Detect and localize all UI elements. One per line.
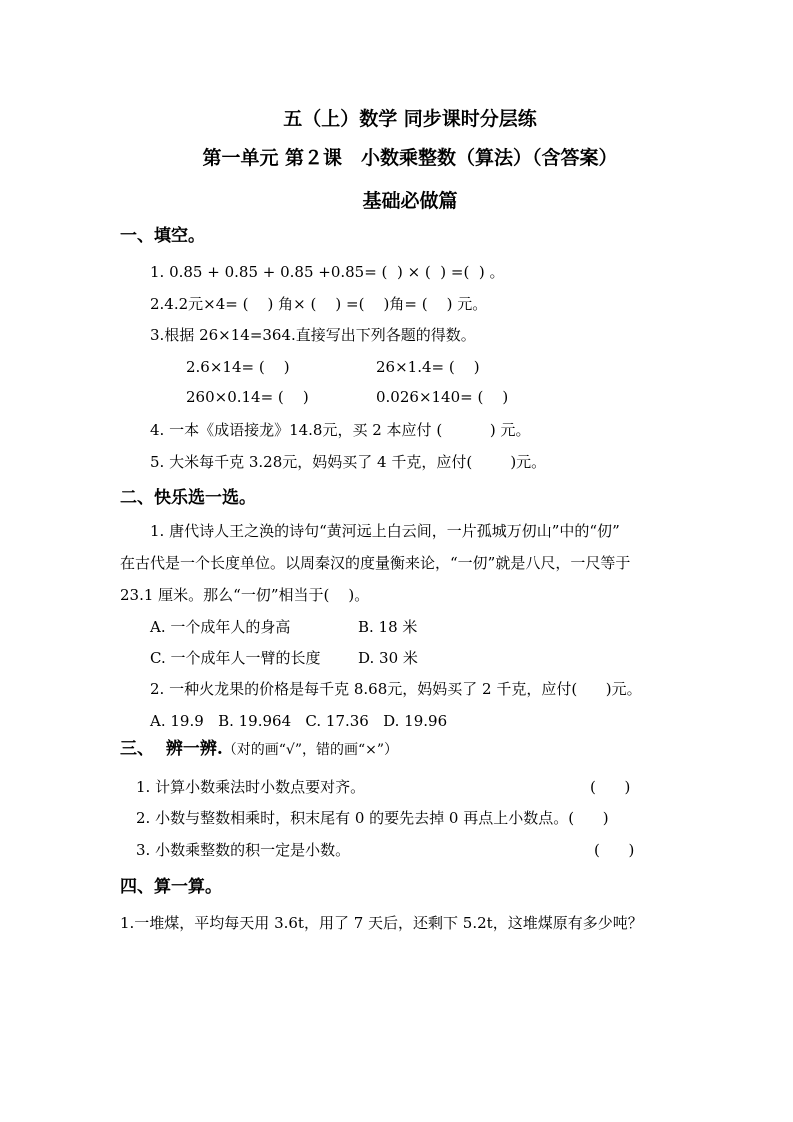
section-3-title: 三、 辨一辨. xyxy=(120,739,223,759)
section-3-instruction: （对的画“√”，错的画“×”） xyxy=(222,742,399,758)
s1-question-4: 4. 一本《成语接龙》14.8元，买 2 本应付 ( ) 元。 xyxy=(150,421,531,439)
s1-question-5: 5. 大米每千克 3.28元，妈妈买了 4 千克，应付( )元。 xyxy=(150,453,547,471)
level-heading: 基础必做篇 xyxy=(362,190,458,212)
s2-question-1-line-2: 在古代是一个长度单位。以周秦汉的度量衡来论，“一仞”就是八尺，一尺等于 xyxy=(120,554,631,572)
s1-question-3: 3.根据 26×14=364.直接写出下列各题的得数。 xyxy=(150,326,476,344)
s1-question-3d: 0.026×140= ( ) xyxy=(376,388,509,406)
s2-q1-option-b: B. 18 米 xyxy=(358,618,418,636)
section-3-heading xyxy=(120,738,398,761)
s2-question-2: 2. 一种火龙果的价格是每千克 8.68元，妈妈买了 2 千克，应付( )元。 xyxy=(150,680,642,698)
s2-question-1-line-1: 1. 唐代诗人王之涣的诗句“黄河远上白云间，一片孤城万仞山”中的“仞” xyxy=(150,522,620,540)
section-4-heading: 四、算一算。 xyxy=(120,877,222,897)
s3-statement-2: 2. 小数与整数相乘时，积末尾有 0 的要先去掉 0 再点上小数点。( ) xyxy=(136,809,609,827)
s1-question-1: 1. 0.85 + 0.85 + 0.85 +0.85= ( ) × ( ) =( ) 。 xyxy=(150,263,505,281)
s3-statement-3: 3. 小数乘整数的积一定是小数。 xyxy=(136,841,351,859)
worksheet-subtitle: 第一单元 第２课 小数乘整数（算法）（含答案） xyxy=(202,147,618,169)
s4-question-1: 1.一堆煤，平均每天用 3.6t，用了 7 天后，还剩下 5.2t，这堆煤原有多少吨？ xyxy=(120,914,643,932)
s2-q1-option-d: D. 30 米 xyxy=(358,649,418,667)
s1-question-3b: 26×1.4= ( ) xyxy=(376,358,480,376)
s1-question-3a: 2.6×14= ( ) xyxy=(186,358,290,376)
s2-q1-option-c: C. 一个成年人一臂的长度 xyxy=(150,649,321,667)
s3-statement-1-answer[interactable]: ( ) xyxy=(590,778,631,796)
s1-question-2: 2.4.2元×4= ( ) 角× ( ) =( )角= ( ) 元。 xyxy=(150,295,488,313)
s1-question-3c: 260×0.14= ( ) xyxy=(186,388,309,406)
s2-q1-option-a: A. 一个成年人的身高 xyxy=(150,618,291,636)
section-1-heading: 一、填空。 xyxy=(120,226,205,246)
worksheet-title: 五（上）数学 同步课时分层练 xyxy=(283,108,537,130)
s2-q2-options: A. 19.9 B. 19.964 C. 17.36 D. 19.96 xyxy=(150,712,448,730)
s3-statement-1: 1. 计算小数乘法时小数点要对齐。 xyxy=(136,778,366,796)
s3-statement-3-answer[interactable]: ( ) xyxy=(594,841,635,859)
s2-question-1-line-3: 23.1 厘米。那么“一仞”相当于( )。 xyxy=(120,586,370,604)
section-2-heading: 二、快乐选一选。 xyxy=(120,488,256,508)
